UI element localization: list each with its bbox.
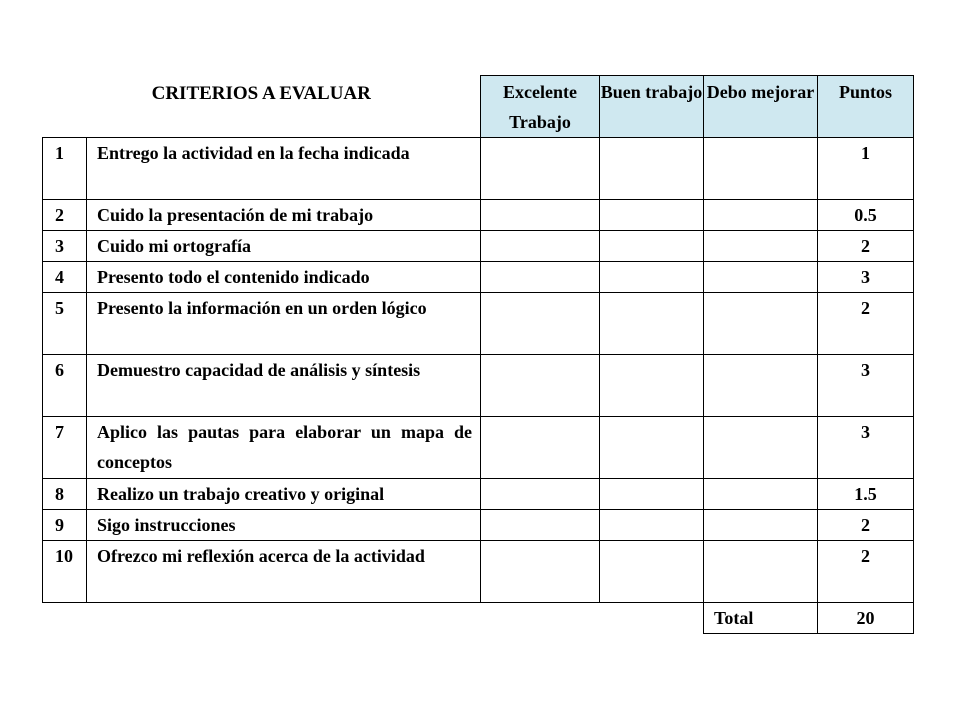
criterion-text: Cuido la presentación de mi trabajo [87, 200, 481, 231]
cell-mejorar [704, 541, 818, 603]
cell-excelente [481, 479, 600, 510]
table-row [43, 231, 914, 262]
table-row [43, 138, 914, 200]
cell-excelente [481, 200, 600, 231]
criterion-text: Cuido mi ortografía [87, 231, 481, 262]
row-number: 8 [43, 479, 87, 510]
row-number: 3 [43, 231, 87, 262]
row-number: 6 [43, 355, 87, 417]
cell-excelente [481, 262, 600, 293]
cell-bueno [600, 293, 704, 355]
points-value: 0.5 [818, 200, 914, 231]
points-value: 1 [818, 138, 914, 200]
cell-bueno [600, 138, 704, 200]
cell-mejorar [704, 262, 818, 293]
points-value: 2 [818, 510, 914, 541]
cell-mejorar [704, 510, 818, 541]
table-row [43, 200, 914, 231]
cell-mejorar [704, 479, 818, 510]
points-value: 3 [818, 355, 914, 417]
cell-bueno [600, 231, 704, 262]
criterion-text: Ofrezco mi reflexión acerca de la actividad [87, 541, 481, 603]
points-value: 1.5 [818, 479, 914, 510]
cell-mejorar [704, 293, 818, 355]
table-row [43, 293, 914, 355]
header-excelente: Excelente Trabajo [481, 76, 600, 138]
cell-excelente [481, 231, 600, 262]
cell-bueno [600, 262, 704, 293]
cell-bueno [600, 200, 704, 231]
cell-excelente [481, 541, 600, 603]
cell-mejorar [704, 231, 818, 262]
row-number: 2 [43, 200, 87, 231]
cell-bueno [600, 417, 704, 479]
row-number: 10 [43, 541, 87, 603]
row-number: 5 [43, 293, 87, 355]
cell-excelente [481, 355, 600, 417]
table-row [43, 479, 914, 510]
criterion-text: Realizo un trabajo creativo y original [87, 479, 481, 510]
row-number: 4 [43, 262, 87, 293]
cell-mejorar [704, 417, 818, 479]
points-value: 3 [818, 417, 914, 479]
criterion-text: Sigo instrucciones [87, 510, 481, 541]
table-row [43, 262, 914, 293]
table-row [43, 355, 914, 417]
row-number: 1 [43, 138, 87, 200]
cell-bueno [600, 541, 704, 603]
criterion-text: Presento todo el contenido indicado [87, 262, 481, 293]
criterion-text: Presento la información en un orden lógico [87, 293, 481, 355]
points-value: 2 [818, 541, 914, 603]
rubric-title: CRITERIOS A EVALUAR [151, 82, 371, 104]
header-puntos: Puntos [818, 76, 914, 138]
points-value: 3 [818, 262, 914, 293]
cell-excelente [481, 417, 600, 479]
table-row [43, 541, 914, 603]
total-value: 20 [818, 603, 914, 634]
row-number: 9 [43, 510, 87, 541]
table-row [43, 510, 914, 541]
row-number: 7 [43, 417, 87, 479]
table-row [43, 417, 914, 479]
total-label: Total [704, 603, 818, 634]
points-value: 2 [818, 293, 914, 355]
cell-excelente [481, 138, 600, 200]
points-value: 2 [818, 231, 914, 262]
cell-excelente [481, 510, 600, 541]
cell-mejorar [704, 355, 818, 417]
header-bueno: Buen trabajo [600, 76, 704, 138]
header-mejorar: Debo mejorar [704, 76, 818, 138]
cell-mejorar [704, 200, 818, 231]
cell-bueno [600, 510, 704, 541]
criterion-text: Aplico las pautas para elaborar un mapa de conceptos [87, 417, 481, 479]
header-row [43, 76, 914, 138]
cell-mejorar [704, 138, 818, 200]
cell-bueno [600, 479, 704, 510]
cell-excelente [481, 293, 600, 355]
total-row [43, 603, 914, 634]
evaluation-rubric-table [42, 75, 914, 634]
criterion-text: Demuestro capacidad de análisis y síntesis [87, 355, 481, 417]
criterion-text: Entrego la actividad en la fecha indicada [87, 138, 481, 200]
cell-bueno [600, 355, 704, 417]
